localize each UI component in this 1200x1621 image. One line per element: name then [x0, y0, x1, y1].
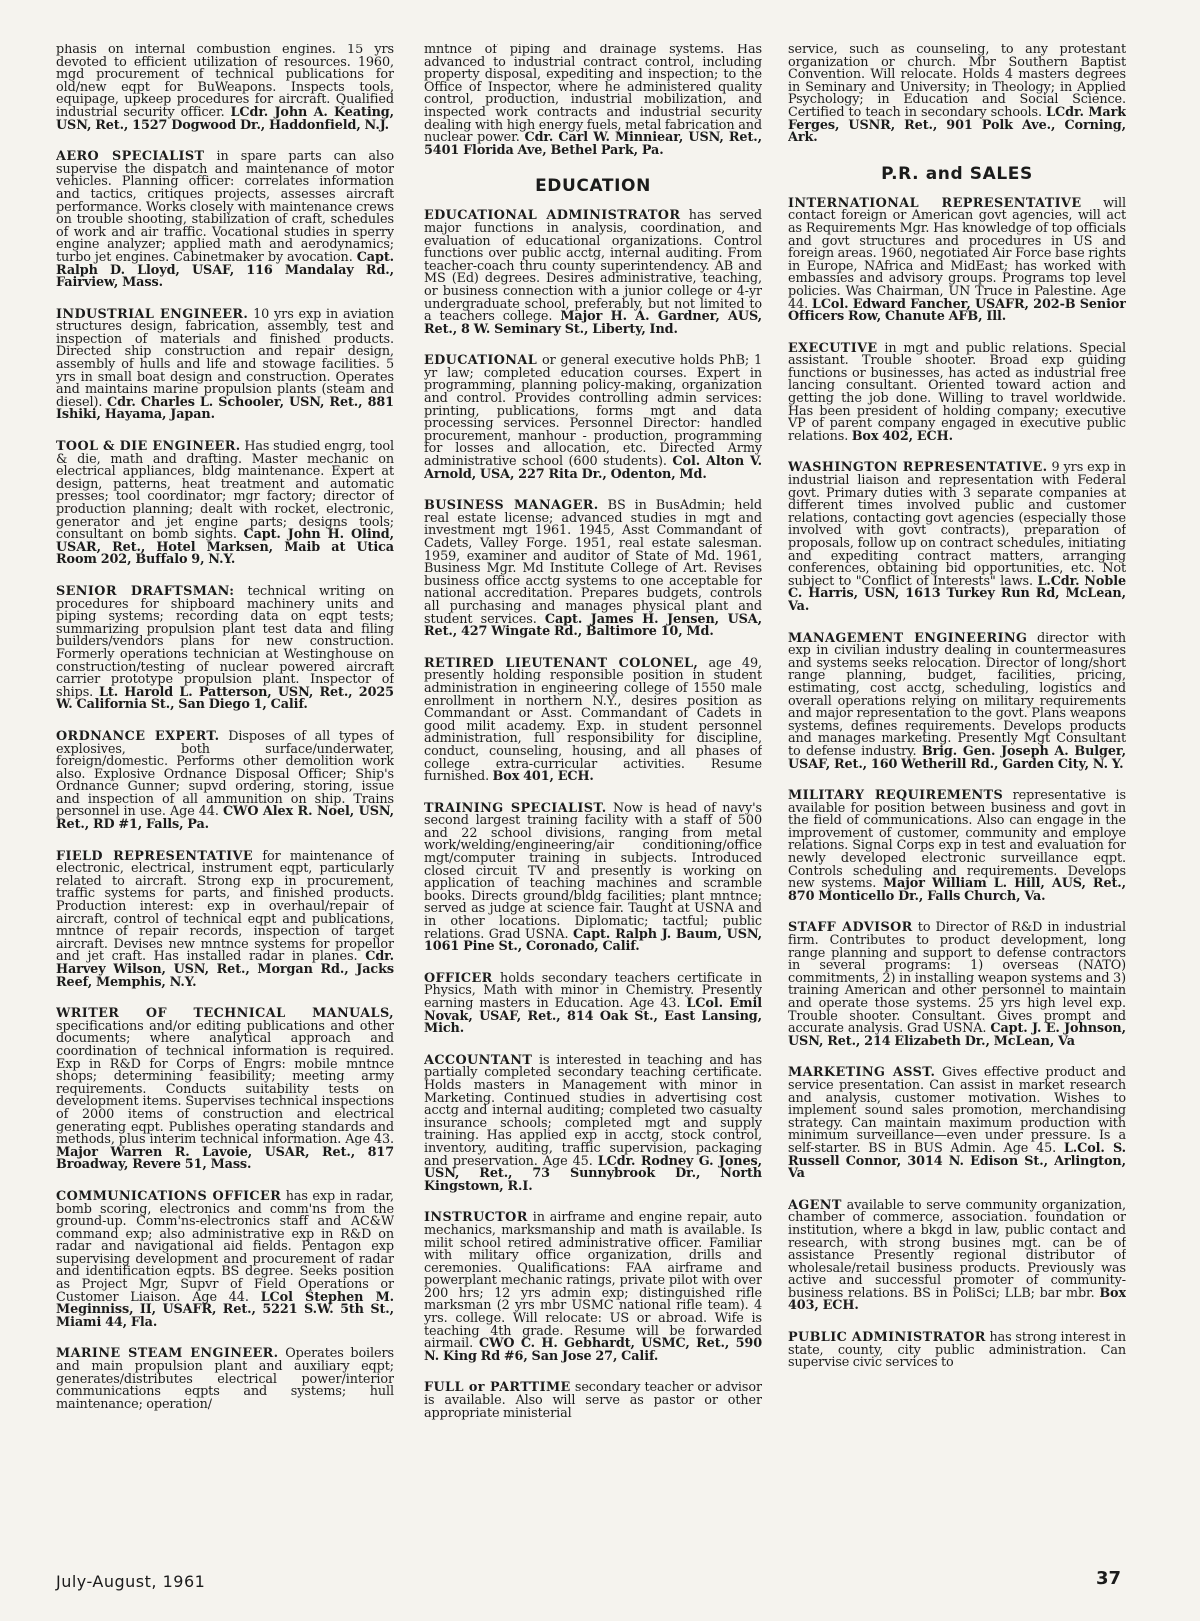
classified-entry: [788, 462, 1126, 613]
entry-contact: Lt. Harold L. Patterson, USN, Ret., 2025 W. California St., San Diego 1, Calif.: [56, 684, 394, 713]
classified-entry: [788, 1197, 1126, 1314]
classified-entry: [424, 800, 762, 955]
classified-entry: [56, 44, 394, 132]
classified-entry: [424, 970, 762, 1037]
classified-entry: [788, 1332, 1126, 1370]
entry-body: Operates boilers and main propulsion plant and auxiliary eqpt; generates/distributes electrical power/interior communications eqpts and systems; hull maintenance; operation/: [56, 1346, 394, 1412]
classified-entry: [788, 790, 1126, 903]
entry-contact: L.Cdr. Noble C. Harris, USN, 1613 Turkey Run Rd, McLean, Va.: [788, 573, 1126, 614]
entry-heading: PUBLIC ADMINISTRATOR: [788, 1330, 986, 1346]
entry-heading: WRITER OF TECHNICAL MANUALS,: [56, 1006, 394, 1022]
entry-body: has served major functions in analysis, coordination, and evaluation of educational organizations. Control functions over public acctg, internal auditing. From teacher-coach thru county superintendency. AB and MS (Ed) degrees. Desires administrative, teaching, or business connection with a junior college or 4-yr undergraduate school, preferably, but not limited to a teachers college.: [424, 208, 762, 325]
entry-heading: ACCOUNTANT: [424, 1052, 533, 1068]
entry-heading: SENIOR DRAFTSMAN:: [56, 583, 235, 599]
entry-body: will contact foreign or American govt agencies, will act as Requirements Mgr. Has knowledge of top officials and govt structures and procedures in US and foreign areas. 1960, negotiated Air Force base rights in Europe, NAfrica and MidEast; has worked with embassies and advisory groups. Programs top level policies. Was Chairman, UN Truce in Palestine. Age 44.: [788, 195, 1126, 312]
entry-contact: Capt. James H. Jensen, USA, Ret., 427 Wingate Rd., Baltimore 10, Md.: [424, 611, 762, 640]
section-heading: EDUCATION: [535, 176, 651, 197]
entry-heading: INDUSTRIAL ENGINEER.: [56, 306, 249, 322]
entry-contact: Col. Alton V. Arnold, USA, 227 Rita Dr., Odenton, Md.: [424, 454, 762, 482]
classified-entry: [424, 1212, 762, 1363]
column-3: [788, 44, 1126, 1544]
classified-entry: [56, 848, 394, 990]
classified-entry: [788, 195, 1126, 325]
classified-entry: [424, 210, 762, 336]
entry-body: 9 yrs exp in industrial liaison and representation with Federal govt. Primary duties with 3 separate companies at different times involved public and customer relations, contacting govt agencies (especially those involved with govt contracts), preparation of proposals, follow up on contract schedules, initiating and expediting contract matters, arranging conferences, obtaining bid opportunities, etc. Not subject to "Conflict of Interests" laws.: [788, 460, 1126, 589]
classified-entry: [788, 922, 1126, 1048]
entry-contact: Brig. Gen. Joseph A. Bulger, USAF, Ret., 160 Wetherill Rd., Garden City, N. Y.: [788, 743, 1126, 772]
entry-heading: AERO SPECIALIST: [56, 149, 205, 165]
section-heading: P.R. and SALES: [881, 163, 1033, 184]
entry-contact: LCdr. John A. Keating, USN, Ret., 1527 Dogwood Dr., Haddonfield, N.J.: [56, 104, 394, 133]
entry-body: Gives effective product and service presentation. Can assist in market research and analysis, customer motivation. Wishes to implement sound sales promotion, merchandising strategy. Can maintain maximum production with minimum surveillance—even under pressure. Is a self-starter. BS in BUS Admin. Age 45.: [788, 1065, 1126, 1156]
entry-heading: EDUCATIONAL: [424, 353, 538, 369]
entry-body: for maintenance of electronic, electrical, instrument eqpt, particularly related to aircraft. Strong exp in procurement, traffic systems for parts, and finished products. Production interest: exp in overhaul/repair of aircraft, control of technical eqpt and publications, mntnce of repair records, inspection of target aircraft. Devises new mntnce systems for propellor and jet craft. Has installed radar in planes.: [56, 848, 394, 965]
classified-entry: [424, 655, 762, 785]
entry-contact: LCdr. Mark Ferges, USNR, Ret., 901 Polk Ave., Corning, Ark.: [788, 104, 1126, 146]
entry-contact: Cdr. Carl W. Minniear, USN, Ret., 5401 Florida Ave, Bethel Park, Pa.: [424, 130, 762, 158]
classified-entry: [424, 1052, 762, 1194]
entry-body: has strong interest in state, county, city public administration. Can supervise civic services to: [788, 1330, 1126, 1371]
entry-heading: INTERNATIONAL REPRESENTATIVE: [788, 195, 1082, 211]
entry-body: Now is head of navy's second largest training facility with a staff of 500 and 22 school divisions, ranging from metal work/welding/engineering/air conditioning/office mgt/computer training in subjects. Introduced closed circuit TV and presently is working on application of teaching machines and scramble books. Directs ground/bldg facilities; plant mntnce; served as judge at science fair. Taught at USNA and in other locations. Diplomatic; tactful; public relations. Grad USNA.: [424, 800, 762, 942]
entry-body: BS in BusAdmin; held real estate license; advanced studies in mgt and investment mgt 1961. 1945, Asst Commandant of Cadets, Valley Forge. 1951, real estate salesman. 1959, examiner and auditor of State of Md. 1961, Business Mgr. Md Institute College of Art. Revises business office acctg systems to one acceptable for national accreditation. Prepares budgets, controls all purchasing and manages physical plant and student services.: [424, 498, 762, 627]
entry-heading: STAFF ADVISOR: [788, 920, 913, 936]
entry-contact: Major Warren R. Lavoie, USAR, Ret., 817 Broadway, Revere 51, Mass.: [56, 1144, 394, 1173]
entry-heading: TRAINING SPECIALIST.: [424, 800, 607, 816]
classified-entry: [788, 44, 1126, 145]
entry-body: age 49, presently holding responsible position in student administration in engineering college of 1550 male enrollment in northern N.Y., desires position as Commandant or Asst. Commandant of Cadets in good milit academy. Exp. in student personnel administration, full responsibility for discipline, conduct, counseling, housing, and all phases of college extra-curricular activities. Resume furnished.: [424, 655, 762, 785]
classified-entry: [424, 355, 762, 481]
entry-body: holds secondary teachers certificate in Physics, Math with minor in Chemistry. Presently earning masters in Education. Age 43.: [424, 970, 762, 1011]
classified-entry: [56, 1348, 394, 1411]
classified-entry: [424, 500, 762, 639]
column-1: [56, 44, 394, 1544]
classified-entry: [56, 583, 394, 713]
entry-body: specifications and/or editing publications and other documents; where analytical approach and coordination of technical information is required. Exp in R&D for Corps of Engrs: mobile mntnce shops; determining feasibility; meeting army requirements. Conducts suitability tests on development items. Supervises technical inspections of 2000 items of construction and electrical generating eqpt. Publishes operating standards and methods, plus interim technical information. Age 43.: [56, 1018, 394, 1148]
entry-contact: LCdr. Rodney G. Jones, USN, Ret., 73 Sunnybrook Dr., North Kingstown, R.I.: [424, 1153, 762, 1194]
entry-body: in spare parts can also supervise the dispatch and maintenance of motor vehicles. Planning officer: correlates information and tactics, critiques projects, assesses aircraft performance. Works closely with maintenance crews on trouble shooting, stabilization of craft, schedules of work and air traffic. Vocational studies in sperry engine analyzer; applied math and aerodynamics; turbo jet engines. Cabinetmaker by avocation.: [56, 149, 394, 265]
entry-contact: L.Col. S. Russell Connor, 3014 N. Edison St., Arlington, Va: [788, 1140, 1126, 1182]
entry-heading: ORDNANCE EXPERT.: [56, 728, 220, 744]
classified-entry: [56, 441, 394, 567]
entry-heading: EXECUTIVE: [788, 340, 878, 356]
entry-contact: Cdr. Charles L. Schooler, USN, Ret., 881 Ishiki, Hayama, Japan.: [56, 394, 394, 423]
entry-body: director with exp in civilian industry dealing in countermeasures and systems seeks relocation. Director of long/short range planning, budget, facilities, pricing, estimating, cost acctg, scheduling, logistics and overall operations relying on military requirements and major representation to the govt. Plans weapons systems, defines requirements. Develops products and manages marketing. Presently Mgt Consultant to defense industry.: [788, 630, 1126, 759]
entry-contact: Box 401, ECH.: [492, 769, 594, 785]
classified-entry: [424, 44, 762, 157]
entry-heading: WASHINGTON REPRESENTATIVE.: [788, 460, 1048, 476]
entry-heading: COMMUNICATIONS OFFICER: [56, 1188, 282, 1204]
entry-heading: MARINE STEAM ENGINEER.: [56, 1346, 279, 1362]
column-2: [424, 44, 762, 1544]
classified-entry: [56, 1008, 394, 1172]
entry-body: Disposes of all types of explosives, both surface/underwater, foreign/domestic. Performs other demolition work also. Explosive Ordnance Disposal Officer; Ship's Ordnance Gunner; supvd ordering, storing, issue and inspection of all ammunition on ship. Trains personnel in use. Age 44.: [56, 728, 394, 820]
classified-entry: [56, 151, 394, 290]
entry-body: available to serve community organization, chamber of commerce, association. foundation or institution, where a bkgd in law, public contact and research, with strong busines mgt. can be of assistance Presently regional distributor of wholesale/retail business products. Previously was active and successful promoter of community-business relations. BS in PoliSci; LLB; bar mbr.: [788, 1197, 1126, 1301]
entry-contact: Capt. J. E. Johnson, USN, Ret., 214 Elizabeth Dr., McLean, Va: [788, 1021, 1126, 1049]
entry-body: has exp in radar, bomb scoring, electronics and comm'ns from the ground-up. Comm'ns-electronics staff and AC&W command exp; also administrative exp in R&D on radar and navigational aid fields. Pentagon exp supervising development and procurement of radar and identification eqpts. BS degree. Seeks position as Project Mgr, Supvr of Field Operations or Customer Liaison. Age 44.: [56, 1188, 394, 1305]
entry-body: is interested in teaching and has partially completed secondary teaching certificate. Holds masters in Management with minor in Marketing. Continued studies in advertising cost acctg and internal auditing; completed two casualty insurance schools; completed mgt and supply training. Has applied exp in acctg, stock control, inventory, auditing, traffic supervision, packaging and preservation. Age 45.: [424, 1052, 762, 1169]
entry-heading: EDUCATIONAL ADMINISTRATOR: [424, 208, 681, 224]
entry-heading: INSTRUCTOR: [424, 1210, 528, 1226]
entry-contact: CWO Alex R. Noel, USN, Ret., RD #1, Falls, Pa.: [56, 804, 394, 833]
entry-body: in mgt and public relations. Special assistant. Trouble shooter. Broad exp guiding functions or businesses, has acted as industrial free lancing consultant. Oriented toward action and getting the job done. Willing to travel worldwide. Has been president of holding company; executive VP of parent company engaged in executive public relations.: [788, 340, 1126, 444]
page-number: 37: [1096, 1568, 1122, 1589]
entry-contact: LCol. Emil Novak, USAF, Ret., 814 Oak St., East Lansing, Mich.: [424, 996, 762, 1037]
entry-heading: FULL or PARTTIME: [424, 1380, 571, 1396]
entry-heading: MARKETING ASST.: [788, 1065, 936, 1081]
entry-contact: Major William L. Hill, AUS, Ret., 870 Monticello Dr., Falls Church, Va.: [788, 876, 1126, 904]
entry-contact: Cdr. Harvey Wilson, USN, Ret., Morgan Rd., Jacks Reef, Memphis, N.Y.: [56, 949, 394, 990]
entry-heading: FIELD REPRESENTATIVE: [56, 848, 254, 864]
classified-entry: [788, 340, 1126, 444]
entry-heading: TOOL & DIE ENGINEER.: [56, 439, 241, 455]
entry-heading: OFFICER: [424, 970, 493, 986]
entry-heading: RETIRED LIEUTENANT COLONEL,: [424, 655, 699, 671]
entry-body: mntnce of piping and drainage systems. Has advanced to industrial contract control, including property disposal, expediting and inspection; to the Office of Inspector, where he administered quality control, production, industrial mobilization, and inspected work contracts and industrial security dealing with high energy fuels, metal fabrication and nuclear power.: [424, 44, 762, 146]
entry-body: technical writing on procedures for shipboard machinery units and piping systems; recording data on eqpt tests; summarizing propulsion plant test data and filing builders/vendors plans for new construction. Formerly operations technician at Westinghouse on construction/testing of nuclear powered aircraft carrier prototype propulsion plant. Inspector of ships.: [56, 583, 394, 700]
classified-entry: [56, 306, 394, 423]
classified-entry: [788, 630, 1126, 772]
entry-heading: AGENT: [788, 1197, 842, 1213]
issue-date: July-August, 1961: [56, 1572, 206, 1591]
classified-entry: [56, 1188, 394, 1330]
classified-entry: [788, 1067, 1126, 1180]
entry-heading: BUSINESS MANAGER.: [424, 498, 599, 514]
entry-body: to Director of R&D in industrial firm. Contributes to product development, long range planning and support to defense contractors in several programs: 1) overseas (NATO) commitments, 2) in installing weapon systems and 3) training American and other personnel to maintain and operate those systems. 25 yrs high level exp. Trouble shooter. Consultant. Gives prompt and accurate analysis. Grad USNA.: [788, 920, 1126, 1037]
entry-contact: Major H. A. Gardner, AUS, Ret., 8 W. Seminary St., Liberty, Ind.: [424, 309, 762, 337]
entry-body: phasis on internal combustion engines. 15 yrs devoted to efficient utilization of resources. 1960, mgd procurement of technical publications for old/new eqpt for BuWeapons. Inspects tools, equipage, upkeep procedures for aircraft. Qualified industrial security officer.: [56, 44, 394, 120]
entry-contact: Capt. Ralph D. Lloyd, USAF, 116 Mandalay Rd., Fairview, Mass.: [56, 249, 394, 291]
entry-contact: Box 402, ECH.: [851, 428, 953, 444]
entry-body: 10 yrs exp in aviation structures design, fabrication, assembly, test and inspection of materials and finished products. Directed ship construction and repair design, assembly of hulls and life and stowage facilities. 5 yrs in small boat design and construction. Operates and maintains marine propulsion plants (steam and diesel).: [56, 306, 394, 410]
entry-contact: Box 403, ECH.: [788, 1285, 1126, 1314]
entry-contact: Capt. Ralph J. Baum, USN, 1061 Pine St., Coronado, Calif.: [424, 926, 762, 955]
entry-body: in airframe and engine repair, auto mechanics, marksmanship and math is available. Is milit school retired administrative officer. Familiar with military office organization, drills and ceremonies. Qualifications: FAA airframe and powerplant mechanic ratings, private pilot with over 200 hrs; 12 yrs admin exp; distinguished rifle marksman (2 yrs mbr USMC national rifle team). 4 yrs. college. Will relocate: US or abroad. Wife is teaching 4th grade. Resume will be forwarded airmail.: [424, 1210, 762, 1352]
entry-contact: Capt. John H. Olind, USAR, Ret., Hotel Marksen, Maib at Utica Room 202, Buffalo 9, N.Y.: [56, 527, 394, 568]
entry-contact: CWO C. H. Gebhardt, USMC, Ret., 590 N. King Rd #6, San Jose 27, Calif.: [424, 1336, 762, 1364]
entry-heading: MANAGEMENT ENGINEERING: [788, 630, 1028, 646]
classified-entry: [56, 728, 394, 833]
entry-body: secondary teacher or advisor is available. Also will serve as pastor or other appropriate ministerial: [424, 1380, 762, 1421]
entry-heading: MILITARY REQUIREMENTS: [788, 788, 1004, 804]
entry-body: or general executive holds PhB; 1 yr law; completed education courses. Expert in programming, planning policy-making, organization and control. Provides controlling admin services: printing, publications, forms mgt and data processing services. Personnel Director: handled procurement, manhour - production, programming for losses and allocation, etc. Directed Army administrative school (600 students).: [424, 353, 762, 470]
entry-contact: LCol Stephen M. Meginniss, II, USAFR, Ret., 5221 S.W. 5th St., Miami 44, Fla.: [56, 1289, 394, 1330]
entry-body: service, such as counseling, to any protestant organization or church. Mbr Southern Baptist Convention. Will relocate. Holds 4 masters degrees in Seminary and University; in Theology; in Applied Psychology; in Education and Social Science. Certified to teach in secondary schools.: [788, 44, 1126, 120]
entry-body: representative is available for position between business and govt in the field of communications. Also can engage in the improvement of customer, community and employe relations. Signal Corps exp in test and evaluation for newly developed electronic surveillance eqpt. Controls scheduling and requirements. Develops new systems.: [788, 788, 1126, 892]
entry-contact: LCol. Edward Fancher, USAFR, 202-B Senior Officers Row, Chanute AFB, Ill.: [788, 296, 1126, 325]
classified-entry: [424, 1382, 762, 1420]
entry-body: Has studied engrg, tool & die, math and drafting. Master mechanic on electrical appliances, bldg maintenance. Expert at design, patterns, heat treatment and automatic presses; tool coordinator; mgr factory; director of production planning; dealt with rocket, electronic, generator and jet engine parts; designs tools; consultant on bomb sights.: [56, 439, 394, 543]
